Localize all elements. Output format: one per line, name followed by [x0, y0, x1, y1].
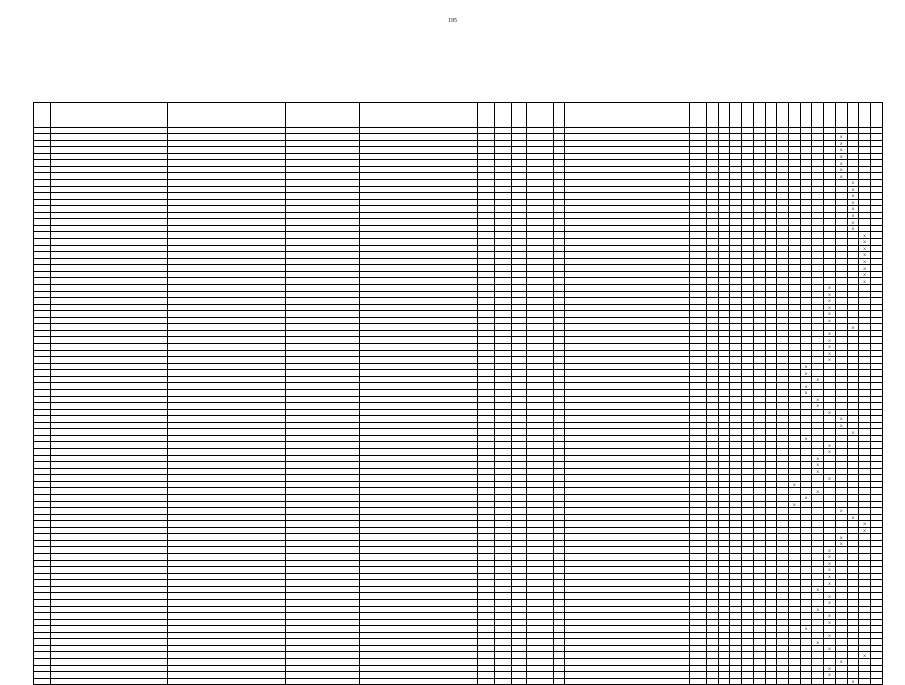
column-header [765, 103, 777, 128]
table-cell [34, 678, 51, 685]
year-mark-cell: X [859, 232, 871, 239]
year-mark-cell: X [835, 540, 847, 547]
year-mark-cell: X [824, 672, 836, 679]
table-cell [565, 678, 690, 685]
year-mark-cell: X [824, 350, 836, 357]
year-mark-cell: X [835, 422, 847, 429]
year-mark-cell: X [812, 396, 824, 403]
year-mark-cell: X [824, 613, 836, 620]
year-mark-cell: X [800, 383, 812, 390]
year-mark-cell: X [847, 219, 859, 226]
column-header [753, 103, 765, 128]
year-mark-cell: X [847, 429, 859, 436]
column-header [526, 103, 554, 128]
year-mark-cell: X [859, 278, 871, 285]
column-header [494, 103, 511, 128]
table-cell [51, 678, 168, 685]
column-header [777, 103, 789, 128]
year-mark-cell: X [800, 435, 812, 442]
table-body [34, 134, 883, 685]
year-mark-cell: X [835, 659, 847, 666]
year-mark-cell: X [824, 554, 836, 561]
year-mark-cell: X [824, 632, 836, 639]
year-mark-cell: X [847, 193, 859, 200]
year-mark-cell [835, 678, 847, 685]
table-row [34, 678, 883, 685]
year-mark-cell: X [847, 514, 859, 521]
column-header [847, 103, 859, 128]
year-mark-cell: X [800, 363, 812, 370]
year-mark-cell: X [835, 134, 847, 141]
column-header [360, 103, 477, 128]
year-mark-cell: X [835, 173, 847, 180]
column-header [718, 103, 730, 128]
year-mark-cell [859, 678, 871, 685]
year-mark-cell: X [835, 140, 847, 147]
column-header [824, 103, 836, 128]
year-mark-cell [788, 678, 800, 685]
year-mark-cell: X [824, 357, 836, 364]
year-mark-cell: X [824, 449, 836, 456]
year-mark-cell: X [847, 212, 859, 219]
year-mark-cell: X [824, 409, 836, 416]
year-mark-cell: X [812, 462, 824, 469]
year-mark-cell: X [847, 324, 859, 331]
year-mark-cell: X [859, 252, 871, 259]
year-mark-cell: X [800, 494, 812, 501]
column-header [742, 103, 754, 128]
year-mark-cell: X [859, 258, 871, 265]
table-cell [285, 678, 360, 685]
year-mark-cell: X [824, 291, 836, 298]
column-header [554, 103, 565, 128]
year-mark-cell: X [859, 271, 871, 278]
column-header [788, 103, 800, 128]
year-mark-cell: X [859, 521, 871, 528]
table-cell [706, 678, 718, 685]
year-mark-cell: X [835, 147, 847, 154]
table-cell [742, 678, 754, 685]
year-mark-cell: X [859, 652, 871, 659]
year-mark-cell: X [824, 593, 836, 600]
year-mark-cell: X [812, 455, 824, 462]
year-mark-cell: X [824, 298, 836, 305]
year-mark-cell: X [800, 370, 812, 377]
column-header [706, 103, 718, 128]
column-header [51, 103, 168, 128]
year-mark-cell: X [859, 245, 871, 252]
column-header [34, 103, 51, 128]
table-header-row [34, 103, 883, 128]
year-mark-cell: X [824, 547, 836, 554]
year-mark-cell: X [812, 403, 824, 410]
year-mark-cell: X [824, 317, 836, 324]
column-header [689, 103, 706, 128]
year-mark-cell: X [847, 206, 859, 213]
year-mark-cell: X [835, 160, 847, 167]
page-number: 195 [448, 18, 457, 24]
table-cell [554, 678, 565, 685]
year-mark-cell [777, 678, 789, 685]
year-mark-cell: X [824, 580, 836, 587]
year-mark-cell: X [847, 678, 859, 685]
year-mark-cell: X [824, 560, 836, 567]
table-cell [477, 678, 494, 685]
year-mark-cell: X [824, 337, 836, 344]
year-mark-cell: X [835, 508, 847, 515]
table-cell [730, 678, 742, 685]
column-header [511, 103, 526, 128]
year-mark-cell: X [812, 586, 824, 593]
year-mark-cell: X [859, 527, 871, 534]
year-mark-cell: X [812, 376, 824, 383]
year-mark-cell: X [824, 645, 836, 652]
year-mark-cell: X [824, 442, 836, 449]
year-mark-cell: X [824, 344, 836, 351]
table-cell [718, 678, 730, 685]
column-header [730, 103, 742, 128]
year-mark-cell [753, 678, 765, 685]
table-cell [494, 678, 511, 685]
table-cell [168, 678, 285, 685]
register-table [33, 102, 883, 685]
year-mark-cell: X [824, 573, 836, 580]
column-header [477, 103, 494, 128]
year-mark-cell: X [835, 166, 847, 173]
column-header [168, 103, 285, 128]
year-mark-cell: X [824, 330, 836, 337]
column-header [285, 103, 360, 128]
year-mark-cell [765, 678, 777, 685]
year-mark-cell [870, 678, 882, 685]
year-mark-cell: X [847, 225, 859, 232]
table-cell [526, 678, 554, 685]
table-cell [511, 678, 526, 685]
column-header [835, 103, 847, 128]
year-mark-cell: X [812, 606, 824, 613]
column-header [800, 103, 812, 128]
column-header [859, 103, 871, 128]
year-mark-cell: X [824, 599, 836, 606]
column-header [565, 103, 690, 128]
year-mark-cell: X [788, 481, 800, 488]
year-mark-cell: X [824, 665, 836, 672]
year-mark-cell: X [788, 501, 800, 508]
year-mark-cell: X [847, 186, 859, 193]
year-mark-cell [824, 678, 836, 685]
table-cell [689, 678, 706, 685]
year-mark-cell: X [835, 534, 847, 541]
year-mark-cell: X [824, 475, 836, 482]
year-mark-cell: X [800, 626, 812, 633]
year-mark-cell: X [859, 239, 871, 246]
year-mark-cell [812, 678, 824, 685]
year-mark-cell: X [812, 639, 824, 646]
column-header [812, 103, 824, 128]
year-mark-cell: X [812, 468, 824, 475]
year-mark-cell: X [800, 389, 812, 396]
year-mark-cell: X [835, 416, 847, 423]
table-cell [360, 678, 477, 685]
year-mark-cell: X [847, 179, 859, 186]
year-mark-cell: X [824, 284, 836, 291]
year-mark-cell: X [824, 304, 836, 311]
year-mark-cell: X [847, 199, 859, 206]
year-mark-cell: X [812, 488, 824, 495]
column-header [870, 103, 882, 128]
year-mark-cell: X [824, 567, 836, 574]
year-mark-cell: X [824, 311, 836, 318]
year-mark-cell: X [859, 265, 871, 272]
year-mark-cell [800, 678, 812, 685]
year-mark-cell: X [835, 153, 847, 160]
year-mark-cell: X [824, 619, 836, 626]
